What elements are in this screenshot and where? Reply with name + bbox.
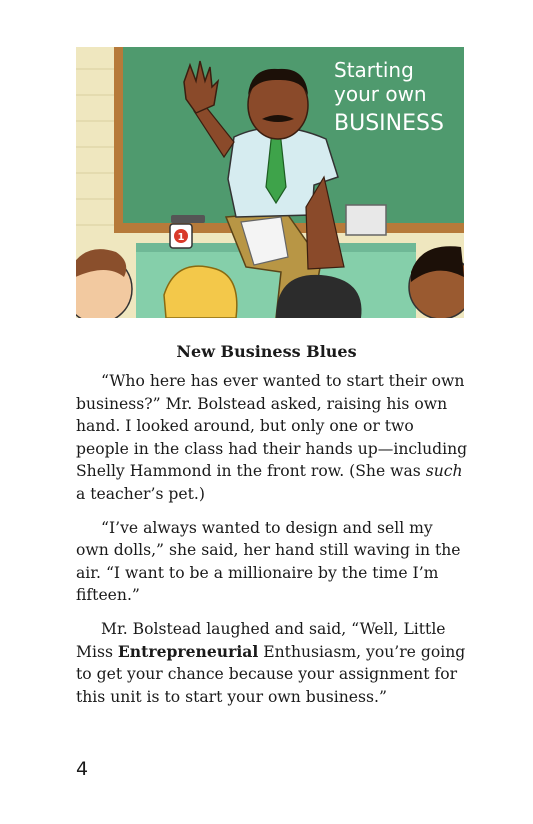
paragraph-1: “Who here has ever wanted to start their own business?” Mr. Bolstead asked, raising his own hand. I looked around, but only one or two people in the class had their hands up—including Shelly Hammond in the front row. (She was such a teacher’s pet.): [76, 372, 468, 503]
emphasis-such: such: [425, 462, 463, 481]
section-heading: New Business Blues: [176, 342, 357, 361]
chalkboard-line-3: BUSINESS: [334, 111, 444, 136]
vocabulary-word: Entrepreneurial: [117, 641, 259, 661]
stapler-icon: [171, 215, 205, 223]
classroom-scene: [76, 47, 464, 318]
paragraph-2: “I’ve always wanted to design and sell my own dolls,” she said, her hand still waving in the air. “I want to be a millionaire by the time I’m fifteen.”: [76, 518, 461, 605]
mug-label: 1: [177, 232, 185, 243]
paper-stack: [346, 205, 386, 235]
chalkboard-line-1: Starting: [334, 58, 414, 82]
chalkboard-line-2: your own: [334, 82, 427, 106]
story-text: [76, 370, 468, 719]
paragraph-3: Mr. Bolstead laughed and said, “Well, Little Miss Entrepreneurial Enthusiasm, you’re going to get your chance because your assignment for this unit is to start your own business.”: [76, 619, 466, 706]
page-number: 4: [76, 758, 89, 780]
classroom-illustration: [76, 47, 464, 318]
